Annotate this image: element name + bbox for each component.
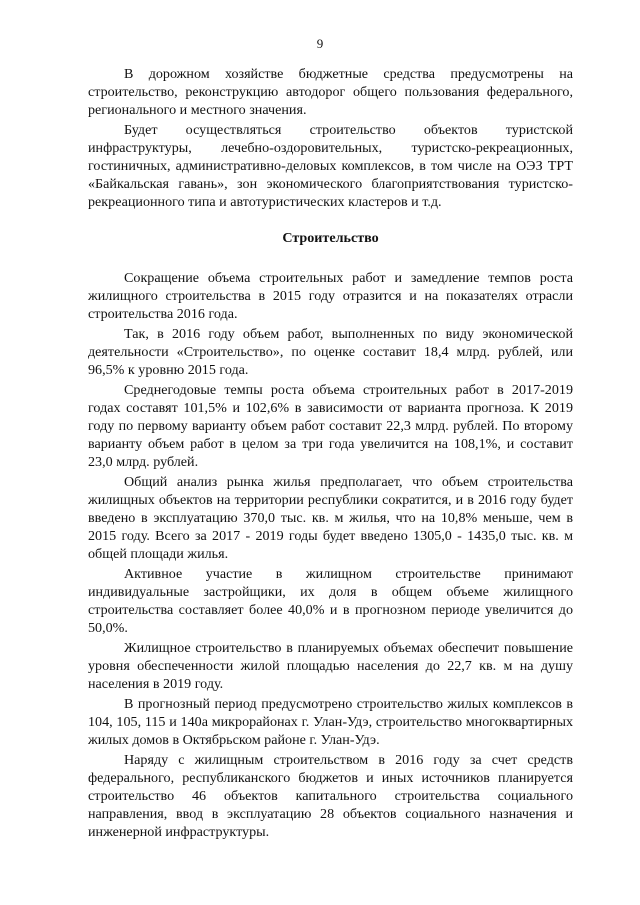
paragraph-growth-rates: Среднегодовые темпы роста объема строительных работ в 2017-2019 годах составят 101,5% и 102,6% в зависимости от варианта прогноза. К 2019 году по первому варианту объем работ составит 22,3 млрд. рублей. По второму варианту объем работ в целом за три года увеличится на 108,1%, и составит 23,0 млрд. рублей. (88, 382, 573, 470)
paragraph-living-space: Жилищное строительство в планируемых объемах обеспечит повышение уровня обеспеченности жилой площадью населения до 22,7 кв. м на душу населения в 2019 году. (88, 640, 573, 692)
paragraph-construction-decline: Сокращение объема строительных работ и замедление темпов роста жилищного строительства в 2015 году отразится и на показателях отрасли строительства 2016 года. (88, 270, 573, 322)
page-number: 9 (316, 36, 324, 51)
paragraph-road-budget: В дорожном хозяйстве бюджетные средства предусмотрены на строительство, реконструкцию автодорог общего пользования федерального, регионального и местного значения. (88, 66, 573, 118)
paragraph-tourism-construction: Будет осуществляться строительство объектов туристской инфраструктуры, лечебно-оздоровительных, туристско-рекреационных, гостиничных, административно-деловых комплексов, в том числе на ОЭЗ ТРТ «Байкальская гавань», зон экономического благоприятствования туристско-рекреационного типа и автотуристических кластеров и т.д. (88, 122, 573, 210)
paragraph-2016-volume: Так, в 2016 году объем работ, выполненных по виду экономической деятельности «Строительство», по оценке составит 18,4 млрд. рублей, или 96,5% к уровню 2015 года. (88, 326, 573, 378)
page-body (88, 65, 573, 843)
paragraph-housing-market: Общий анализ рынка жилья предполагает, что объем строительства жилищных объектов на территории республики сократится, и в 2016 году будет введено в эксплуатацию 370,0 тыс. кв. м жилья, что на 10,8% меньше, чем в 2015 году. Всего за 2017 - 2019 годы будет введено 1305,0 - 1435,0 тыс. кв. м общей площади жилья. (88, 474, 573, 562)
paragraph-social-objects: Наряду с жилищным строительством в 2016 году за счет средств федерального, республиканского бюджетов и иных источников планируется строительство 46 объектов капитального строительства социального направления, ввод в эксплуатацию 28 объектов социального назначения и инженерной инфраструктуры. (88, 752, 573, 840)
section-heading: Строительство (282, 230, 379, 246)
paragraph-individual-builders: Активное участие в жилищном строительстве принимают индивидуальные застройщики, их доля в общем объеме жилищного строительства составляет более 40,0% и в прогнозном периоде увеличится до 50,0%. (88, 566, 573, 636)
paragraph-residential-complexes: В прогнозный период предусмотрено строительство жилых комплексов в 104, 105, 115 и 140а микрорайонах г. Улан-Удэ, строительство многоквартирных жилых домов в Октябрьском районе г. Улан-Удэ. (88, 696, 573, 748)
